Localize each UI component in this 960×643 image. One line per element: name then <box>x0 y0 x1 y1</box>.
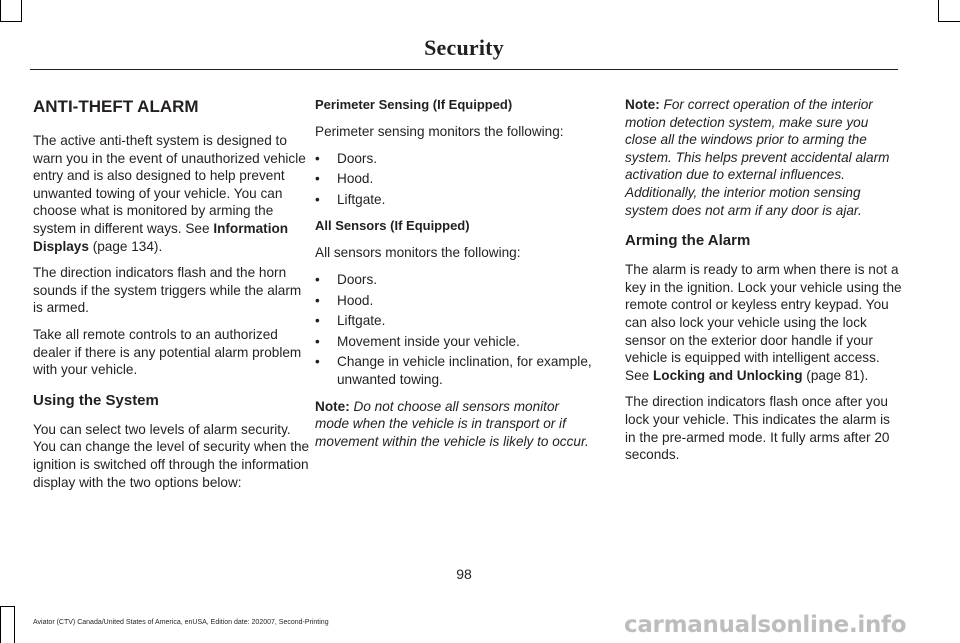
note-text: Do not choose all sensors monitor mode when the vehicle is in transport or if movement within the vehicle is likely to occur. <box>315 398 589 449</box>
perimeter-list <box>315 150 593 209</box>
list-item-text: Change in vehicle inclination, for example, unwanted towing. <box>337 354 592 387</box>
list-item-text: Hood. <box>337 292 374 308</box>
list-item <box>315 312 593 330</box>
list-item-text: Hood. <box>337 171 374 187</box>
locking-unlocking-link[interactable]: Locking and Unlocking <box>652 367 803 383</box>
list-item <box>315 150 593 168</box>
bullet-icon: • <box>315 171 320 187</box>
bullet-icon: • <box>315 191 320 207</box>
subheading-using-system: Using the System <box>33 391 159 409</box>
list-item-text: Liftgate. <box>337 191 386 207</box>
list-item <box>315 292 593 310</box>
crop-mark <box>0 0 1 22</box>
page-number: 98 <box>456 566 472 582</box>
crop-mark <box>0 606 1 643</box>
list-item-text: Doors. <box>337 150 378 166</box>
bullet-icon: • <box>315 354 320 370</box>
paragraph-levels: You can select two levels of alarm security. You can change the level of security when the ignition is switched off through the information display with the two options below: <box>33 421 310 490</box>
watermark-logo: carmanualsonline.info <box>624 612 907 638</box>
bullet-icon: • <box>315 271 320 287</box>
list-item-text: Movement inside your vehicle. <box>337 333 520 349</box>
column-middle <box>315 96 593 459</box>
bullet-icon: • <box>315 150 320 166</box>
all-sensors-list <box>315 271 593 389</box>
page-title: Security <box>424 35 504 60</box>
list-item <box>315 170 593 188</box>
paragraph-dealer: Take all remote controls to an authorized dealer if there is any potential alarm problem with your vehicle. <box>33 326 302 378</box>
crop-mark <box>0 21 22 22</box>
subheading-arming: Arming the Alarm <box>625 232 751 250</box>
edition-footer: Aviator (CTV) Canada/United States of America, enUSA, Edition date: 202007, Second-Printing <box>33 619 329 626</box>
intro-text: The active anti-theft system is designed to warn you in the event of unauthorized vehicle entry and is also designed to help prevent unwanted towing of your vehicle. You can choose what is monitored by arming the system in different ways. See <box>33 133 306 236</box>
paragraph-pre-armed: The direction indicators flash once after you lock your vehicle. This indicates the alarm is in the pre-armed mode. It fully arms after 20 seconds. <box>625 394 890 463</box>
information-displays-link[interactable]: Information Displays <box>33 220 289 254</box>
crop-mark <box>0 606 14 607</box>
note-label: Note: <box>315 398 350 414</box>
arming-text: The alarm is ready to arm when there is not a key in the ignition. Lock your vehicle using the remote control or keyless entry keypad. You can also lock your vehicle using the lock sensor on the exterior door handle if your vehicle is equipped with intelligent access. See <box>625 262 902 383</box>
list-item <box>315 353 593 388</box>
paragraph-indicators: The direction indicators flash and the horn sounds if the system triggers while the alarm is armed. <box>33 265 302 316</box>
crop-mark <box>14 606 15 643</box>
column-left <box>33 96 311 500</box>
note-label: Note: <box>625 97 660 112</box>
bullet-icon: • <box>315 313 320 329</box>
all-sensors-intro: All sensors monitors the following: <box>315 245 521 261</box>
intro-paragraph <box>33 132 311 255</box>
page-reference: (page 81). <box>802 367 869 383</box>
paragraph-arming <box>625 261 903 384</box>
note-windows <box>625 96 903 219</box>
page-reference: (page 134). <box>88 238 163 254</box>
header-divider <box>30 69 898 70</box>
bullet-icon: • <box>315 292 320 308</box>
list-item <box>315 333 593 351</box>
perimeter-intro: Perimeter sensing monitors the following: <box>315 124 564 139</box>
bullet-icon: • <box>315 333 320 349</box>
note-transport <box>315 398 593 451</box>
list-item-text: Liftgate. <box>337 313 386 329</box>
perimeter-heading: Perimeter Sensing (If Equipped) <box>315 97 513 112</box>
crop-mark <box>938 21 960 22</box>
list-item <box>315 271 593 289</box>
crop-mark <box>21 0 22 22</box>
list-item <box>315 191 593 209</box>
section-heading: ANTI-THEFT ALARM <box>33 97 199 116</box>
list-item-text: Doors. <box>337 271 378 287</box>
column-right <box>625 96 903 473</box>
all-sensors-heading: All Sensors (If Equipped) <box>315 218 470 234</box>
crop-mark <box>938 0 939 22</box>
note-text: For correct operation of the interior motion detection system, make sure you close all the windows prior to arming the system. This helps prevent accidental alarm activation due to external influences. Additionally, the interior motion sensing system does not arm if any door is ajar. <box>625 97 890 218</box>
